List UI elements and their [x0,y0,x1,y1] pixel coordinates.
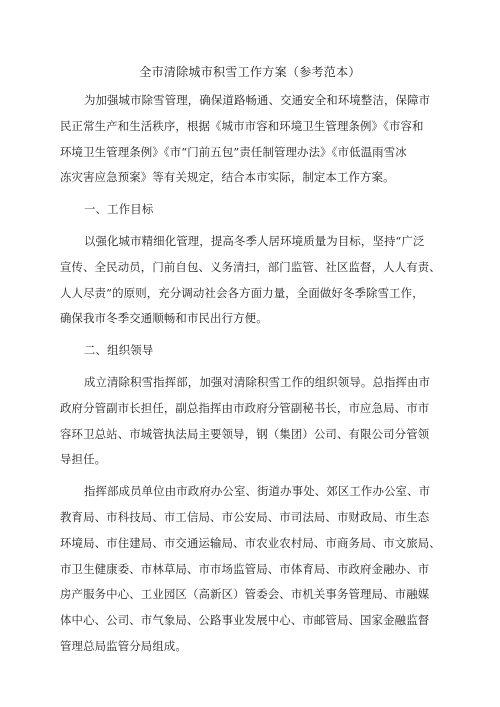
document-title: 全市清除城市积雪工作方案（参考范本） [139,65,361,79]
text-line: 成立清除积雪指挥部，加强对清除积雪工作的组织领导。总指挥由市 [83,374,431,389]
text-line: 体中心、公司、市气象局、公路事业发展中心、市邮管局、国家金融监督 [60,613,430,628]
section-heading-organization: 二、组织领导 [83,343,154,358]
paragraph-intro [60,88,445,191]
text-line: 导担任。 [60,452,107,467]
text-line: 以强化城市精细化管理，提高冬季人居环境质量为目标，坚持“广泛 [83,233,425,248]
text-line: 管理总局监管分局组成。 [60,638,187,653]
text-line: 民正常生产和生活秩序，根据《城市市容和环境卫生管理条例》《市容和 [60,118,424,133]
text-line: 冻灾害应急预案》等有关规定，结合本市实际，制定本工作方案。 [60,170,395,185]
paragraph-goals [60,229,445,332]
text-line: 指挥部成员单位由市政府办公室、街道办事处、郊区工作办公室、市 [83,484,431,499]
text-line: 环境卫生管理条例》《市“门前五包”责任制管理办法》《市低温雨雪冰 [60,144,407,159]
text-line: 环境局、市住建局、市交通运输局、市农业农村局、市商务局、市文旅局、 [60,535,441,550]
text-line: 教育局、市科技局、市工信局、市公安局、市司法局、市财政局、市生态 [60,509,430,524]
paragraph-members [60,479,445,660]
section-heading-goals: 一、工作目标 [83,202,154,217]
text-line: 确保我市冬季交通顺畅和市民出行方便。 [60,311,268,326]
text-line: 市卫生健康委、市林草局、市市场监管局、市体育局、市政府金融办、市 [60,561,430,576]
text-line: 政府分管副市长担任，副总指挥由市政府分管副秘书长，市应急局、市市 [60,400,430,415]
paragraph-command [60,370,445,473]
text-line: 宣传、全民动员，门前自包、义务清扫，部门监管、社区监督，人人有责、 [60,259,441,274]
document-body [60,88,445,666]
text-line: 人人尽责”的原则，充分调动社会各方面力量，全面做好冬季除雪工作， [60,285,424,300]
text-line: 房产服务中心、工业园区（高新区）管委会、市机关事务管理局、市融媒 [60,587,430,602]
text-line: 容环卫总站、市城管执法局主要领导，钢（集团）公司、有限公司分管领 [60,426,430,441]
text-line: 为加强城市除雪管理，确保道路畅通、交通安全和环境整洁，保障市 [83,93,431,107]
